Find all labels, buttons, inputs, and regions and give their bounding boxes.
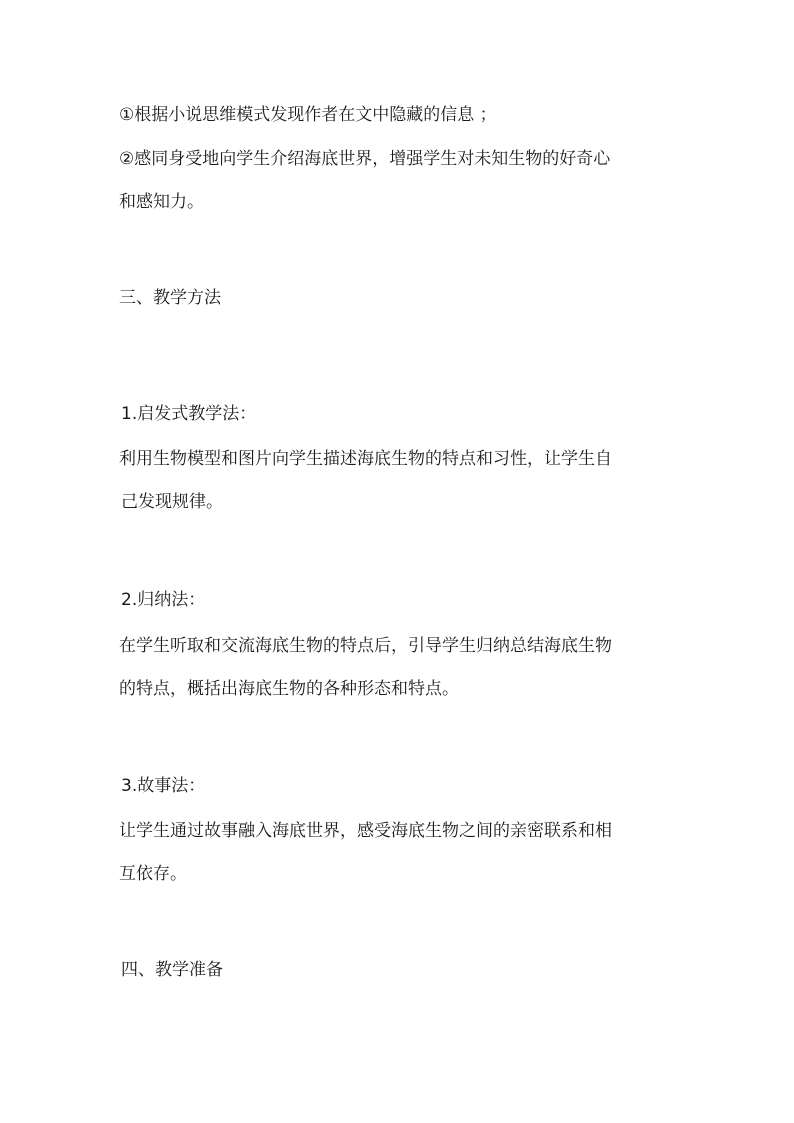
method-2-title: 2.归纳法： [121,590,206,610]
method-3-title: 3.故事法： [121,776,206,796]
objective-item-2-line-1: ②感同身受地向学生介绍海底世界，增强学生对未知生物的好奇心 [119,149,611,169]
method-3-line-2: 互依存。 [119,864,187,884]
section-4-heading: 四、教学准备 [121,960,223,980]
method-1-line-1: 利用生物模型和图片向学生描述海底生物的特点和习性，让学生自 [119,449,612,469]
method-1-line-2: 己发现规律。 [121,492,223,512]
method-3-line-1: 让学生通过故事融入海底世界，感受海底生物之间的亲密联系和相 [119,821,612,841]
objective-item-2-line-2: 和感知力。 [119,192,204,212]
objective-item-1: ①根据小说思维模式发现作者在文中隐藏的信息 ； [119,105,497,125]
section-3-heading: 三、教学方法 [119,288,221,308]
method-2-line-2: 的特点，概括出海底生物的各种形态和特点。 [119,679,459,699]
method-1-title: 1.启发式教学法： [121,404,257,424]
method-2-line-1: 在学生听取和交流海底生物的特点后，引导学生归纳总结海底生物 [119,636,612,656]
